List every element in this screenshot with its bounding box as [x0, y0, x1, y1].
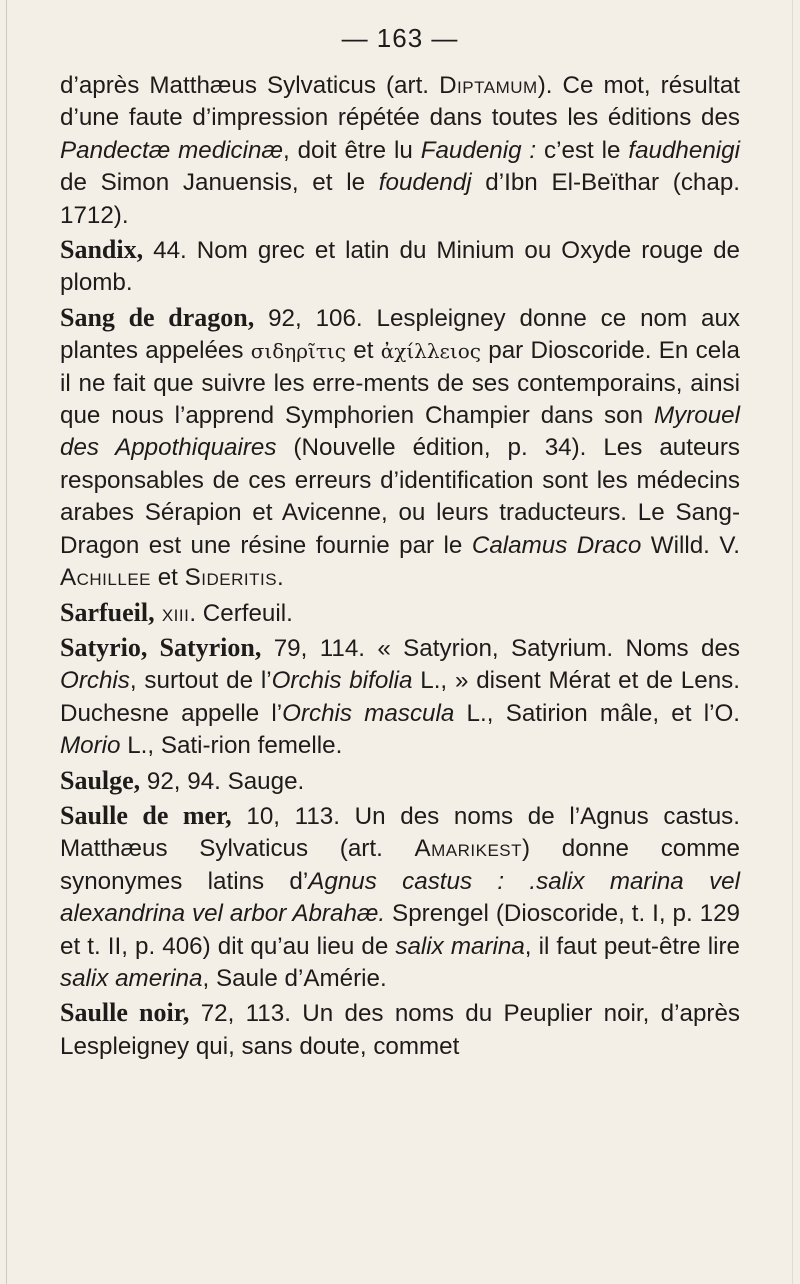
continued-paragraph: d’après Matthæus Sylvaticus (art. Diptamum). Ce mot, résultat d’une faute d’impression répétée dans toutes les éditions des Pandectæ medicinæ, doit être lu Faudenig : c’est le faudhenigi de Simon Januensis, et le foudendj d’Ibn El-Beïthar (chap. 1712).: [60, 72, 740, 229]
entry-sang-de-dragon: Sang de dragon, 92, 106. Lespleigney donne ce nom aux plantes appelées σιδηρῖτις et ἀχίλλειος par Dioscoride. En cela il ne fait que suivre les erre-ments de ses contemporains, ainsi que nous l’apprend Symphorien Champier dans son Myrouel des Appothiquaires (Nouvelle édition, p. 34). Les auteurs responsables de ces erreurs d’identification sont les médecins arabes Sérapion et Avicenne, ou leurs traducteurs. Le Sang-Dragon est une résine fournie par le Calamus Draco Willd. V. Achillee et Sideritis.: [60, 302, 741, 592]
entry-saulge: Saulge, 92, 94. Sauge.: [60, 765, 305, 795]
headword: Saulle de mer,: [60, 800, 232, 830]
headword: Saulle noir,: [60, 998, 190, 1028]
headword: Satyrio, Satyrion,: [60, 632, 262, 662]
document-page: [60, 20, 740, 1063]
headword: Sarfueil,: [60, 597, 155, 627]
headword: Saulge,: [60, 765, 141, 795]
entry-satyrio: Satyrio, Satyrion, 79, 114. « Satyrion, Satyrium. Noms des Orchis, surtout de l’Orchis bifolia L., » disent Mérat et de Lens. Duchesne appelle l’Orchis mascula L., Satirion mâle, et l’O. Morio L., Sati-rion femelle.: [60, 632, 740, 760]
entry-sarfueil: Sarfueil, xiii. Cerfeuil.: [60, 597, 293, 627]
page-number: — 163 —: [341, 23, 459, 53]
page-edge-line: [6, 0, 7, 1284]
headword: Sandix,: [60, 235, 144, 265]
entry-saulle-de-mer: Saulle de mer, 10, 113. Un des noms de l’Agnus castus. Matthæus Sylvaticus (art. Amarikest) donne comme synonymes latins d’Agnus castus : .salix marina vel alexandrina vel arbor Abrahæ. Sprengel (Dioscoride, t. I, p. 129 et t. II, p. 406) dit qu’au lieu de salix marina, il faut peut-être lire salix amerina, Saule d’Amérie.: [60, 800, 740, 992]
entry-saulle-noir: Saulle noir, 72, 113. Un des noms du Peuplier noir, d’après Lespleigney qui, sans doute, commet: [60, 998, 740, 1060]
page-edge-line-right: [792, 0, 793, 1284]
headword: Sang de dragon,: [60, 302, 255, 332]
entry-sandix: Sandix, 44. Nom grec et latin du Minium ou Oxyde rouge de plomb.: [60, 235, 740, 297]
